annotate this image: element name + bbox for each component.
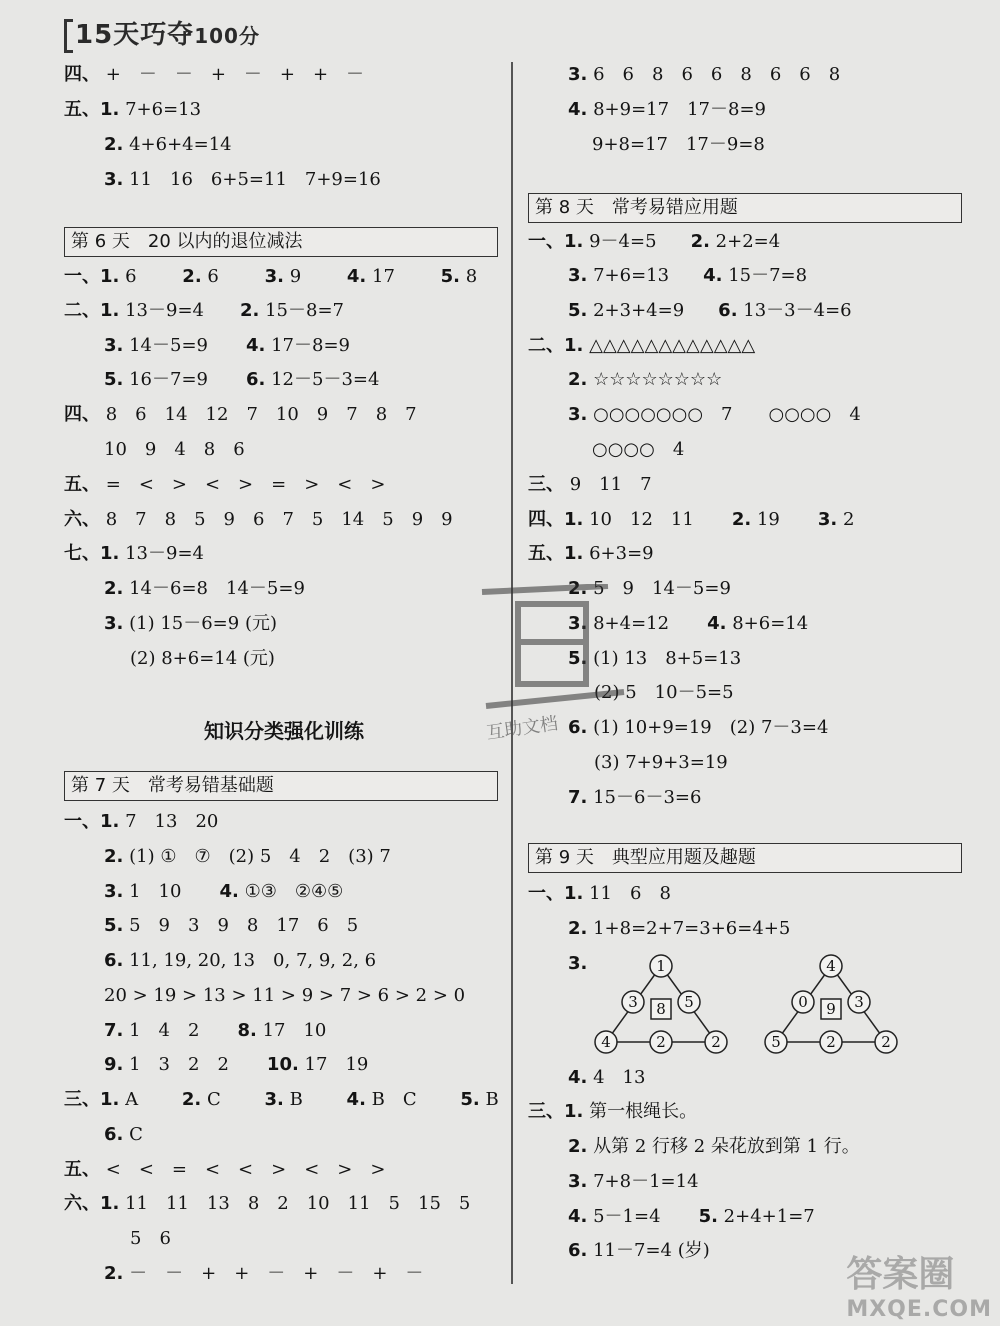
stamp-mark-icon bbox=[478, 584, 628, 714]
answer-line: 五、 < < = < < > < > > bbox=[64, 1159, 386, 1180]
logo-bracket-icon bbox=[64, 19, 73, 53]
logo-days: 15天 bbox=[75, 20, 141, 50]
answer-line: 2. 从第 2 行移 2 朵花放到第 1 行。 bbox=[568, 1136, 860, 1157]
answer-line: 三、1. A 2. C 3. B 4. B C 5. B bbox=[64, 1089, 499, 1110]
answer-line: 五、1. 6+3=9 bbox=[528, 543, 654, 564]
watermark bbox=[846, 1246, 992, 1322]
answer-line: 6. C bbox=[104, 1124, 143, 1145]
section-header-day8: 第 8 天 常考易错应用题 bbox=[528, 193, 962, 223]
answer-line: 3. 14－5=9 4. 17－8=9 bbox=[104, 335, 350, 356]
answer-line: 3. 7+6=13 4. 15－7=8 bbox=[568, 265, 808, 286]
stamp-text: 互助文档 bbox=[485, 713, 560, 744]
answer-line: 四、 + － － + － + + － bbox=[64, 64, 365, 85]
tri1-mid-left: 3 bbox=[628, 993, 638, 1011]
answer-line: 一、1. 6 2. 6 3. 9 4. 17 5. 8 bbox=[64, 266, 478, 287]
answer-line: 3. 11 16 6+5=11 7+9=16 bbox=[104, 169, 381, 190]
answer-line: 2. 14－6=8 14－5=9 bbox=[104, 578, 305, 599]
answer-line: 三、 9 11 7 bbox=[528, 474, 652, 495]
answer-line: 二、1. 13－9=4 2. 15－8=7 bbox=[64, 300, 344, 321]
answer-line: 4. 5－1=4 5. 2+4+1=7 bbox=[568, 1206, 815, 1227]
answer-line: 5. 5 9 3 9 8 17 6 5 bbox=[104, 915, 359, 936]
answer-line: 5. 2+3+4=9 6. 13－3－4=6 bbox=[568, 300, 852, 321]
answer-line: 3. bbox=[568, 953, 588, 974]
answer-line: 3. 6 6 8 6 6 8 6 6 8 bbox=[568, 64, 841, 85]
answer-line: 9. 1 3 2 2 10. 17 19 bbox=[104, 1054, 369, 1075]
answer-line: 三、1. 第一根绳长。 bbox=[528, 1101, 698, 1122]
tri2-bot-mid: 2 bbox=[826, 1033, 836, 1051]
tri1-bot-left: 4 bbox=[601, 1033, 611, 1051]
answer-line: 六、 8 7 8 5 9 6 7 5 14 5 9 9 bbox=[64, 509, 453, 530]
answer-line: 2. (1) ① ⑦ (2) 5 4 2 (3) 7 bbox=[104, 846, 391, 867]
answer-line: 七、1. 13－9=4 bbox=[64, 543, 204, 564]
answer-line: 3. ○○○○○○○ 7 ○○○○ 4 bbox=[568, 404, 861, 425]
watermark-main: 答案圈 bbox=[846, 1254, 955, 1295]
answer-line: 2. － － + + － + － + － bbox=[104, 1263, 424, 1284]
section-header-day7: 第 7 天 常考易错基础题 bbox=[64, 771, 498, 801]
tri2-bot-left: 5 bbox=[771, 1033, 781, 1051]
answer-line: 一、1. 7 13 20 bbox=[64, 811, 219, 832]
number-triangle-2 bbox=[760, 952, 900, 1060]
answer-line: 20 > 19 > 13 > 11 > 9 > 7 > 6 > 2 > 0 bbox=[104, 985, 466, 1006]
answer-line: 5. (1) 13 8+5=13 bbox=[568, 648, 742, 669]
answer-line: 五、 = < > < > = > < > bbox=[64, 474, 386, 495]
book-logo bbox=[64, 14, 260, 50]
tri2-center: 9 bbox=[826, 1000, 836, 1018]
answer-line: (3) 7+9+3=19 bbox=[594, 752, 728, 773]
section-header-day6: 第 6 天 20 以内的退位减法 bbox=[64, 227, 498, 257]
answer-line: 3. (1) 15－6=9 (元) bbox=[104, 613, 277, 634]
answer-line: 7. 15－6－3=6 bbox=[568, 787, 702, 808]
answer-line: 10 9 4 8 6 bbox=[104, 439, 245, 460]
answer-line: 9+8=17 17－9=8 bbox=[592, 134, 765, 155]
answer-line: 四、1. 10 12 11 2. 19 3. 2 bbox=[528, 509, 855, 530]
answer-line: 6. 11, 19, 20, 13 0, 7, 9, 2, 6 bbox=[104, 950, 377, 971]
tri1-bot-right: 2 bbox=[711, 1033, 721, 1051]
answer-line: 4. 4 13 bbox=[568, 1067, 646, 1088]
answer-line: 7. 1 4 2 8. 17 10 bbox=[104, 1020, 327, 1041]
answer-line: 二、1. △△△△△△△△△△△△ bbox=[528, 335, 756, 356]
answer-line: 2. 1+8=2+7=3+6=4+5 bbox=[568, 918, 791, 939]
tri2-bot-right: 2 bbox=[881, 1033, 891, 1051]
answer-line: (2) 5 10－5=5 bbox=[594, 682, 734, 703]
answer-line: (2) 8+6=14 (元) bbox=[130, 648, 275, 669]
tri1-top: 1 bbox=[656, 957, 666, 975]
answer-line: 5. 16－7=9 6. 12－5－3=4 bbox=[104, 369, 380, 390]
answer-line: 3. 8+4=12 4. 8+6=14 bbox=[568, 613, 809, 634]
answer-line: 3. 7+8－1=14 bbox=[568, 1171, 699, 1192]
number-triangle-1 bbox=[590, 952, 730, 1060]
logo-score: 100分 bbox=[194, 24, 260, 48]
answer-line: 4. 8+9=17 17－8=9 bbox=[568, 99, 766, 120]
section-header-day9: 第 9 天 典型应用题及趣题 bbox=[528, 843, 962, 873]
answer-line: 2. ☆☆☆☆☆☆☆☆ bbox=[568, 369, 723, 390]
tri2-top: 4 bbox=[826, 957, 836, 975]
watermark-url: MXQE.COM bbox=[846, 1297, 992, 1322]
answer-line: 六、1. 11 11 13 8 2 10 11 5 15 5 bbox=[64, 1193, 471, 1214]
tri1-mid-right: 5 bbox=[684, 993, 694, 1011]
answer-line: 四、 8 6 14 12 7 10 9 7 8 7 bbox=[64, 404, 417, 425]
answer-line: ○○○○ 4 bbox=[592, 439, 685, 460]
logo-title: 巧夺 bbox=[140, 20, 195, 50]
tri2-mid-left: 0 bbox=[798, 993, 808, 1011]
answer-line: 5 6 bbox=[130, 1228, 171, 1249]
section-title: 知识分类强化训练 bbox=[204, 719, 364, 743]
answer-line: 一、1. 11 6 8 bbox=[528, 883, 671, 904]
answer-line: 五、1. 7+6=13 bbox=[64, 99, 202, 120]
tri1-center: 8 bbox=[656, 1000, 666, 1018]
answer-line: 2. 4+6+4=14 bbox=[104, 134, 232, 155]
answer-line: 6. (1) 10+9=19 (2) 7－3=4 bbox=[568, 717, 829, 738]
answer-line: 6. 11－7=4 (岁) bbox=[568, 1240, 710, 1261]
tri1-bot-mid: 2 bbox=[656, 1033, 666, 1051]
answer-line: 一、1. 9－4=5 2. 2+2=4 bbox=[528, 231, 781, 252]
tri2-mid-right: 3 bbox=[854, 993, 864, 1011]
answer-line: 2. 5 9 14－5=9 bbox=[568, 578, 731, 599]
answer-line: 3. 1 10 4. ①③ ②④⑤ bbox=[104, 881, 344, 902]
